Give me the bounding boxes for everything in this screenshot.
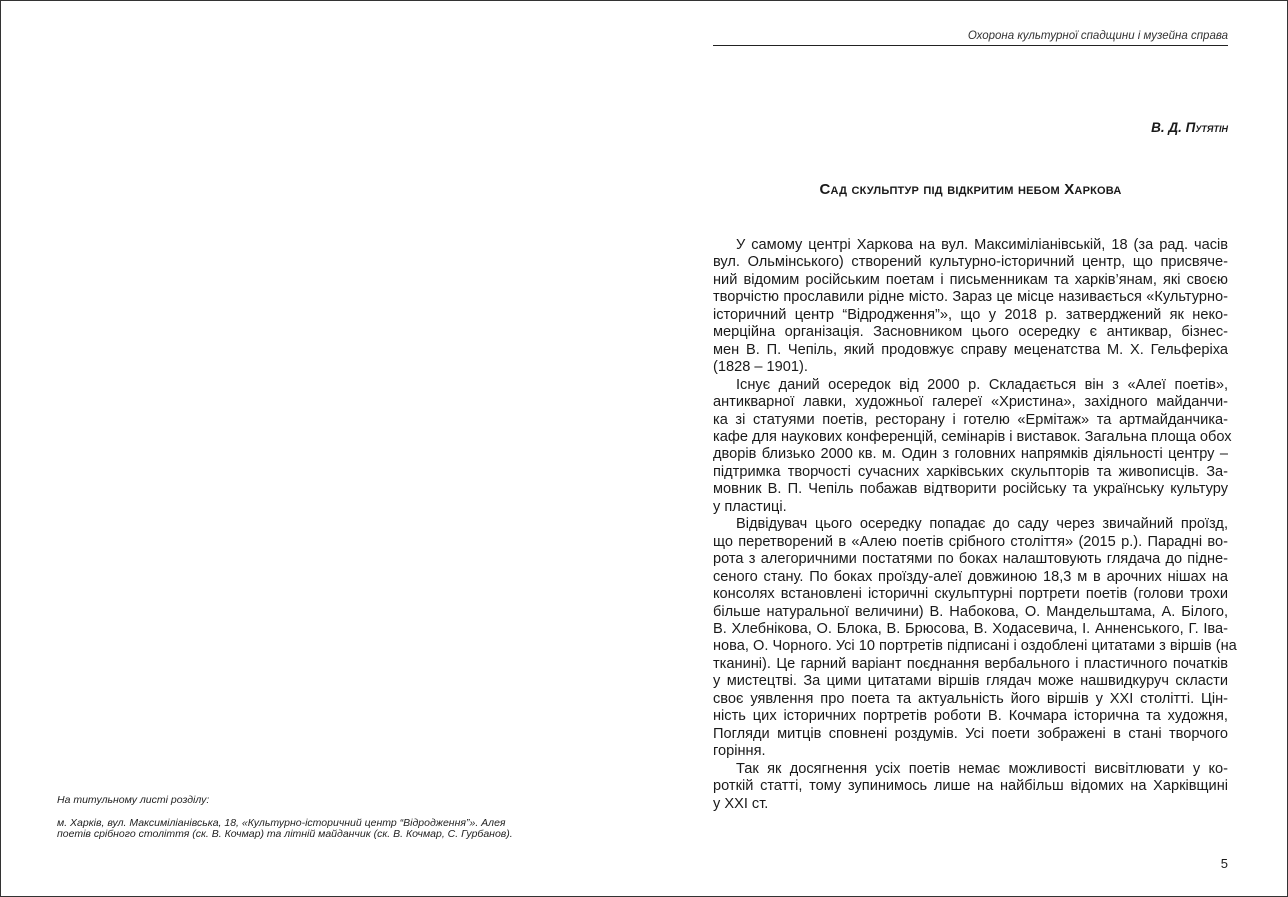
- text-line: консолях встановлені історичні скульптурні портрети поетів (голови трохи: [713, 586, 1228, 603]
- paragraph: [713, 376, 1232, 517]
- text-line: у XXI ст.: [713, 795, 769, 812]
- text-line: у пластиці.: [713, 498, 787, 515]
- text-line: своє уявлення про поета та актуальність його віршів у XXI столітті. Цін-: [713, 690, 1228, 707]
- text-line: кафе для наукових конференцій, семінарів і виставок. Загальна площа обох: [713, 428, 1232, 445]
- text-line: Так як досягнення усіх поетів немає можливості висвітлювати у ко-: [736, 760, 1228, 777]
- text-line: підтримка творчості сучасних харківських скульпторів та живописців. За-: [713, 463, 1228, 480]
- article-body: [713, 237, 1237, 813]
- text-line: Існує даний осередок від 2000 р. Складається він з «Алеї поетів»,: [736, 376, 1228, 393]
- text-line: що перетворений в «Алею поетів срібного століття» (2015 р.). Парадні во-: [713, 533, 1228, 550]
- text-line: історичний центр “Відродження”», що у 2018 р. затверджений як неко-: [713, 306, 1228, 323]
- text-line: антикварної лавки, художньої галереї «Христина», західного майданчи-: [713, 394, 1228, 411]
- text-line: нова, О. Чорного. Усі 10 портретів підписані і оздоблені цитатами з віршів (на: [713, 638, 1237, 655]
- caption-line: м. Харків, вул. Максиміліанівська, 18, «Культурно-історичний центр “Відродження”». Алея: [57, 817, 506, 829]
- text-line: рота з алегоричними постатями по боках налаштовують глядача до підне-: [713, 551, 1228, 568]
- caption-line: поетів срібного століття (ск. В. Кочмар) та літній майданчик (ск. В. Кочмар, С. Гурбанов).: [57, 828, 513, 840]
- page-number: 5: [1220, 856, 1228, 871]
- text-line: вул. Ольмінського) створений культурно-історичний центр, що присвяче-: [713, 254, 1228, 271]
- text-line: ка зі статуями поетів, ресторану і готелю «Ермітаж» та артмайданчика-: [713, 411, 1228, 428]
- caption-heading: На титульному листі розділу:: [57, 794, 210, 806]
- text-line: роткій статті, тому зупинимось лише на найбільш відомих на Харківщині: [713, 778, 1228, 795]
- text-line: ний відомим російським поетам і письменникам та харків’янам, які своєю: [713, 271, 1228, 288]
- text-line: У самому центрі Харкова на вул. Максиміліанівській, 18 (за рад. часів: [736, 237, 1228, 253]
- text-line: В. Хлебнікова, О. Блока, В. Брюсова, В. Ходасевича, І. Анненського, Г. Іва-: [713, 620, 1228, 637]
- text-line: творчістю прославили рідне місто. Зараз це місце називається «Культурно-: [713, 289, 1228, 306]
- text-line: ність цих історичних портретів роботи В. Кочмара історична та художня,: [713, 708, 1228, 725]
- running-head: Охорона культурної спадщини і музейна справа: [967, 30, 1228, 42]
- text-line: (1828 – 1901).: [713, 359, 808, 376]
- text-line: більше натуральної величини) В. Набокова, О. Мандельштама, А. Білого,: [713, 603, 1228, 620]
- text-line: мерційна організація. Засновником цього осередку є антиквар, бізнес-: [713, 324, 1228, 341]
- text-line: сеного стану. По боках проїзду-алеї довжиною 18,3 м в арочних нішах на: [713, 568, 1228, 585]
- text-line: Відвідувач цього осередку попадає до саду через звичайний проїзд,: [736, 516, 1228, 533]
- text-line: Погляди митців сповнені роздумів. Усі поети зображені в стані творчого: [713, 725, 1228, 742]
- header-divider: [713, 45, 1228, 46]
- paragraph: [713, 516, 1237, 760]
- text-line: мен В. П. Чепіль, який продовжує справу меценатства М. Х. Гельферіха: [713, 341, 1228, 358]
- text-line: тканині). Це гарний варіант поєднання вербального і пластичного початків: [713, 655, 1228, 672]
- article-title: Сад скульптур під відкритим небом Харкова: [819, 181, 1122, 198]
- author-initials: В. Д.: [1151, 120, 1186, 135]
- paragraph: [713, 237, 1228, 377]
- author-surname: Путятін: [1185, 120, 1228, 135]
- text-line: мовник В. П. Чепіль побажав відтворити російську та українську культуру: [713, 481, 1228, 498]
- text-line: горіння.: [713, 743, 766, 760]
- text-line: дворів близько 2000 кв. м. Один з головних напрямків діяльності центру –: [713, 446, 1228, 463]
- text-line: у мистецтві. За цими цитатами віршів глядач може нашвидкуруч скласти: [713, 673, 1228, 690]
- article-author: [713, 120, 1228, 135]
- paragraph: [713, 761, 1228, 813]
